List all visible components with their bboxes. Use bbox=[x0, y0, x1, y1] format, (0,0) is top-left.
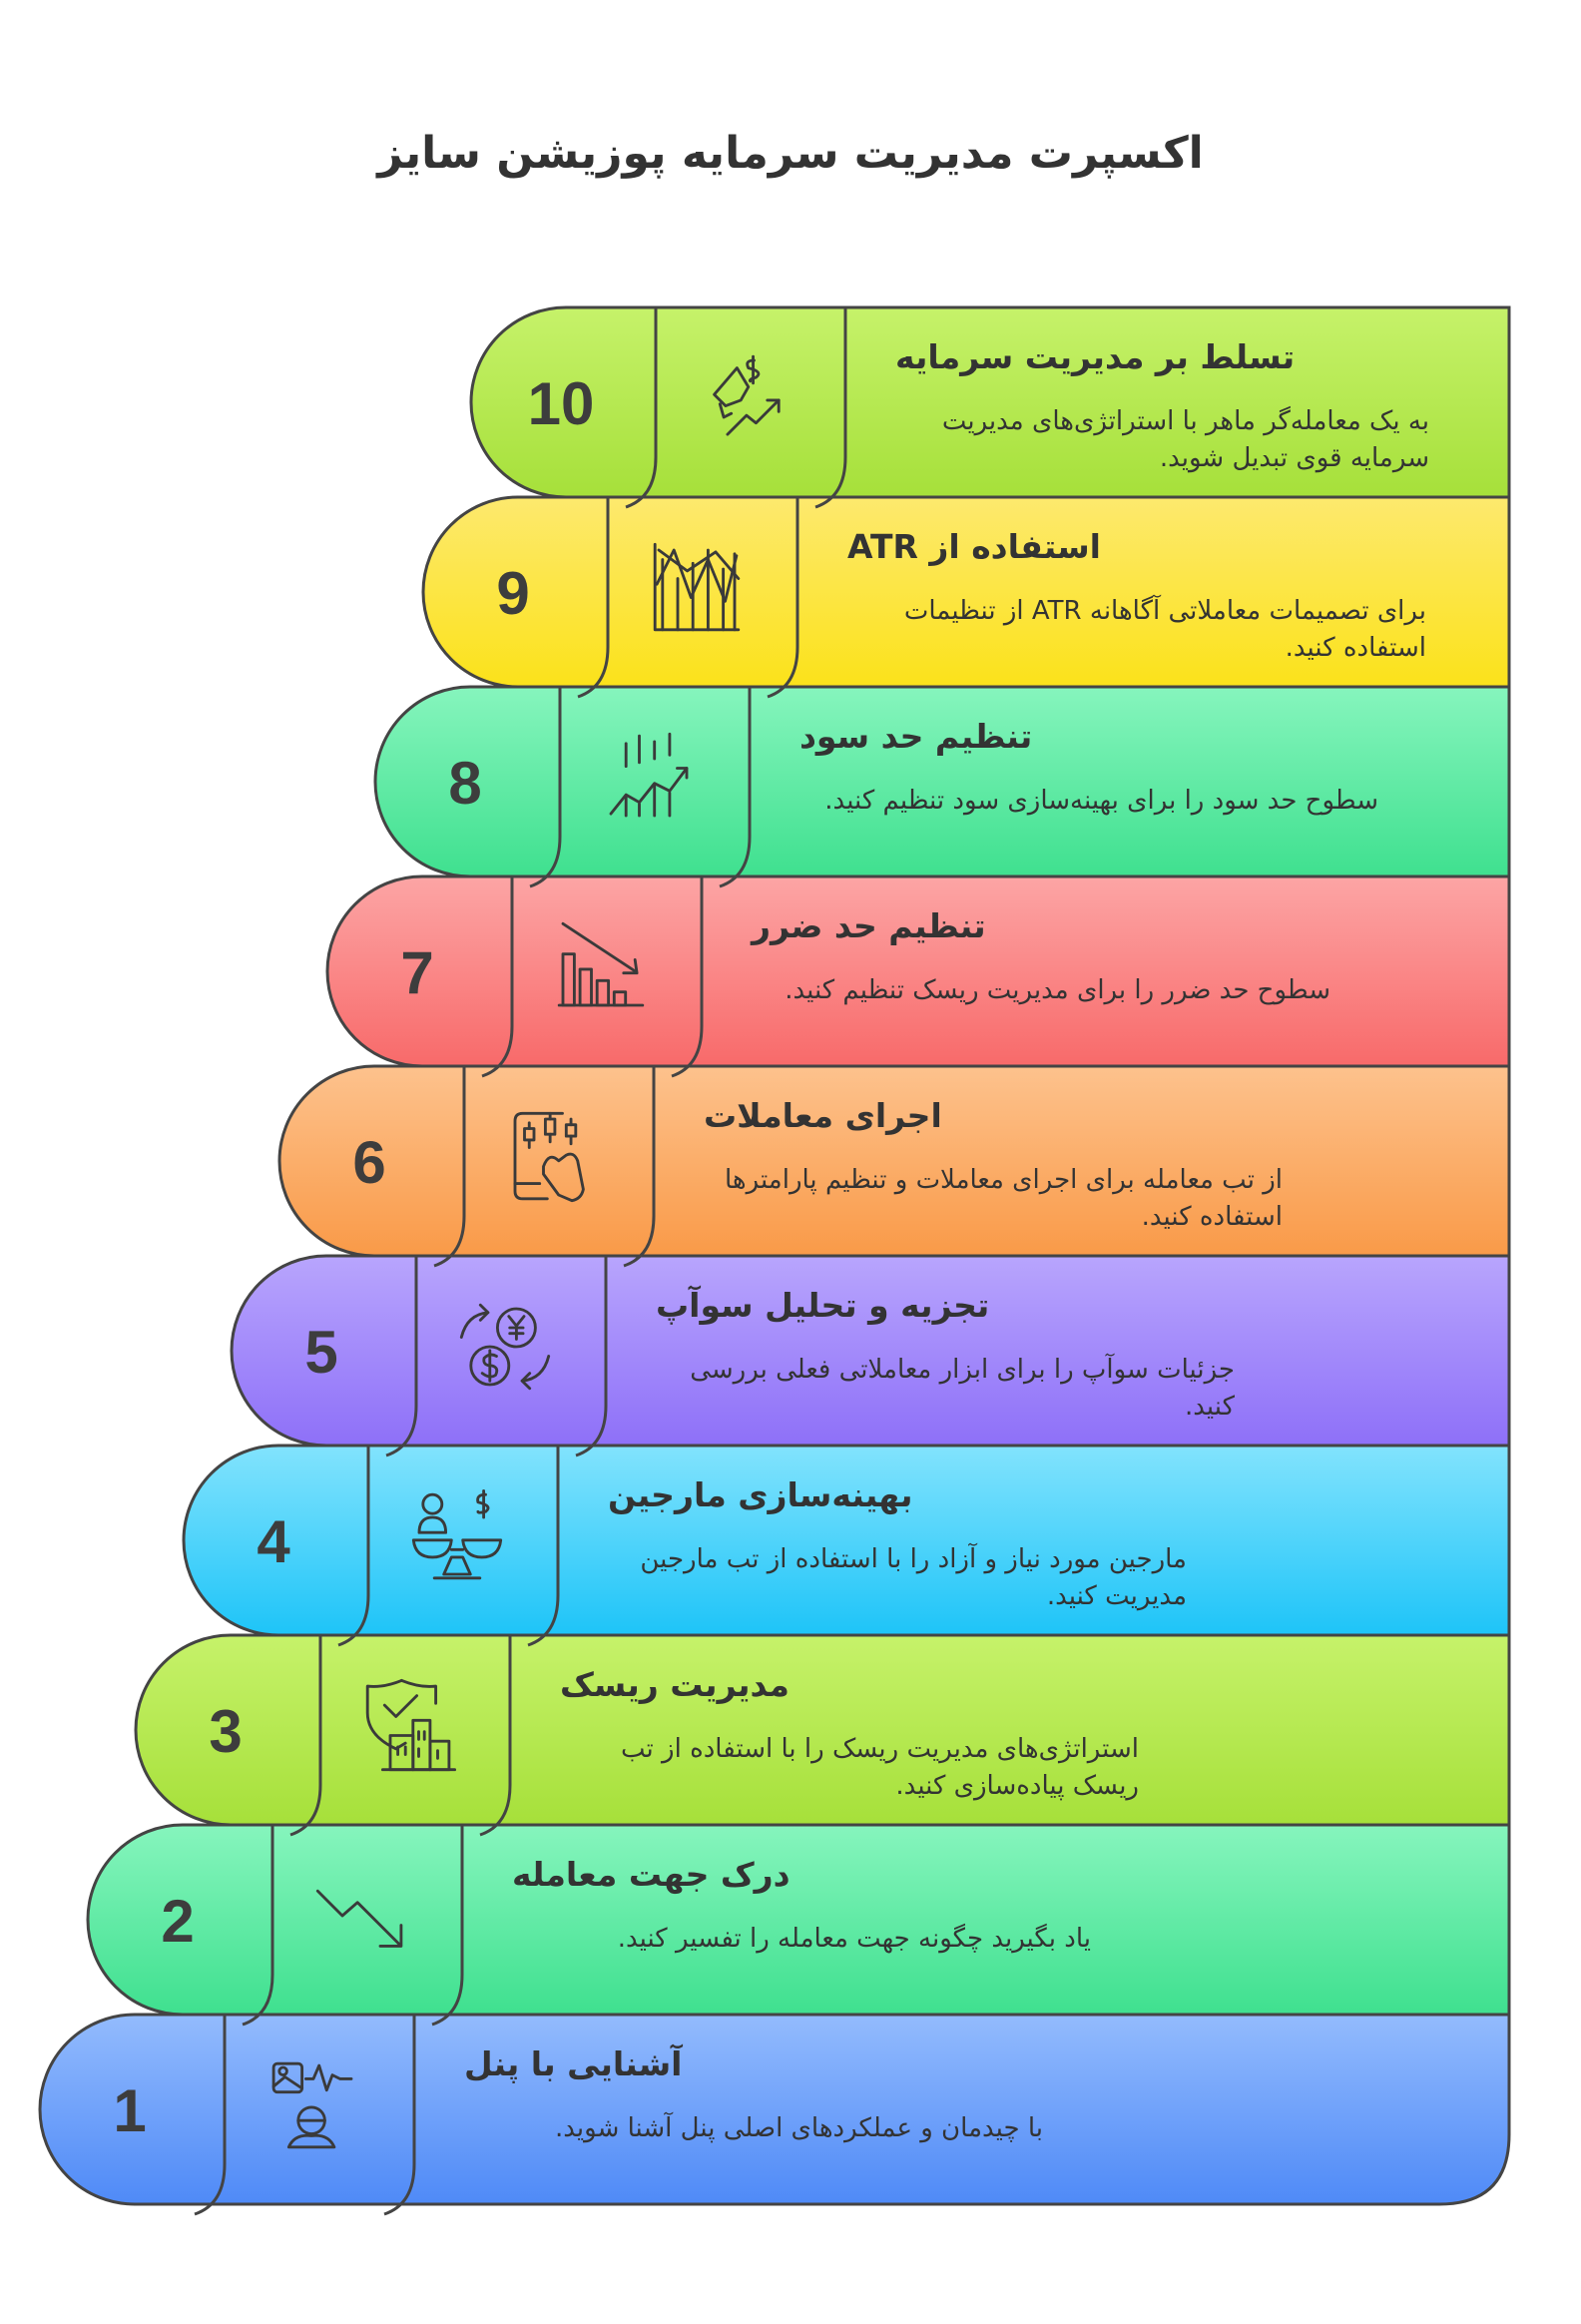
step-band bbox=[375, 687, 1509, 876]
step-description: از تب معامله برای اجرای معاملات و تنظیم پارامترها استفاده کنید. bbox=[724, 1165, 1283, 1232]
step-title: مدیریت ریسک bbox=[560, 1665, 790, 1704]
step-number: 8 bbox=[448, 750, 482, 817]
step-number: 9 bbox=[496, 560, 530, 627]
page-title: اکسپرت مدیریت سرمایه پوزیشن سایز bbox=[377, 128, 1204, 179]
step-title: درک جهت معامله bbox=[512, 1855, 790, 1894]
step-description: سطوح حد ضرر را برای مدیریت ریسک تنظیم کنید. bbox=[785, 975, 1330, 1005]
step-band bbox=[40, 2015, 1509, 2204]
step-title: تجزیه و تحلیل سوآپ bbox=[656, 1286, 990, 1325]
step-description: سطوح حد سود را برای بهینه‌سازی سود تنظیم کنید. bbox=[824, 786, 1378, 816]
step-title: تنظیم حد ضرر bbox=[752, 906, 986, 945]
step-band bbox=[327, 876, 1509, 1066]
step-description: جزئیات سوآپ را برای ابزار معاملاتی فعلی بررسی کنید. bbox=[690, 1355, 1235, 1422]
step-number: 7 bbox=[400, 939, 434, 1006]
step-number: 3 bbox=[209, 1698, 243, 1765]
step-description: برای تصمیمات معاملاتی آگاهانه ATR از تنظیمات استفاده کنید. bbox=[903, 596, 1426, 663]
step-title: اجرای معاملات bbox=[704, 1096, 942, 1135]
step-number: 2 bbox=[161, 1888, 195, 1955]
step-title: استفاده از ATR bbox=[847, 527, 1101, 566]
step-title: آشنایی با پنل bbox=[464, 2044, 683, 2083]
step-number: 1 bbox=[113, 2077, 147, 2144]
step-description: یاد بگیرید چگونه جهت معامله را تفسیر کنید. bbox=[617, 1924, 1091, 1954]
step-description: مارجین مورد نیاز و آزاد را با استفاده از تب مارجین مدیریت کنید. bbox=[640, 1544, 1187, 1611]
step-title: تسلط بر مدیریت سرمایه bbox=[895, 337, 1296, 376]
step-title: تنظیم حد سود bbox=[799, 717, 1033, 756]
step-description: با چیدمان و عملکردهای اصلی پنل آشنا شوید. bbox=[555, 2113, 1043, 2143]
step-number: 6 bbox=[352, 1129, 386, 1196]
step-description: استراتژی‌های مدیریت ریسک را با استفاده از تب ریسک پیاده‌سازی کنید. bbox=[621, 1734, 1139, 1801]
step-number: 5 bbox=[304, 1319, 338, 1386]
step-title: بهینه‌سازی مارجین bbox=[608, 1475, 913, 1514]
step-number: 10 bbox=[527, 370, 595, 437]
step-band bbox=[88, 1825, 1509, 2015]
step-description: به یک معامله‌گر ماهر با استراتژی‌های مدیریت سرمایه قوی تبدیل شوید. bbox=[941, 406, 1429, 473]
step-number: 4 bbox=[257, 1508, 290, 1575]
